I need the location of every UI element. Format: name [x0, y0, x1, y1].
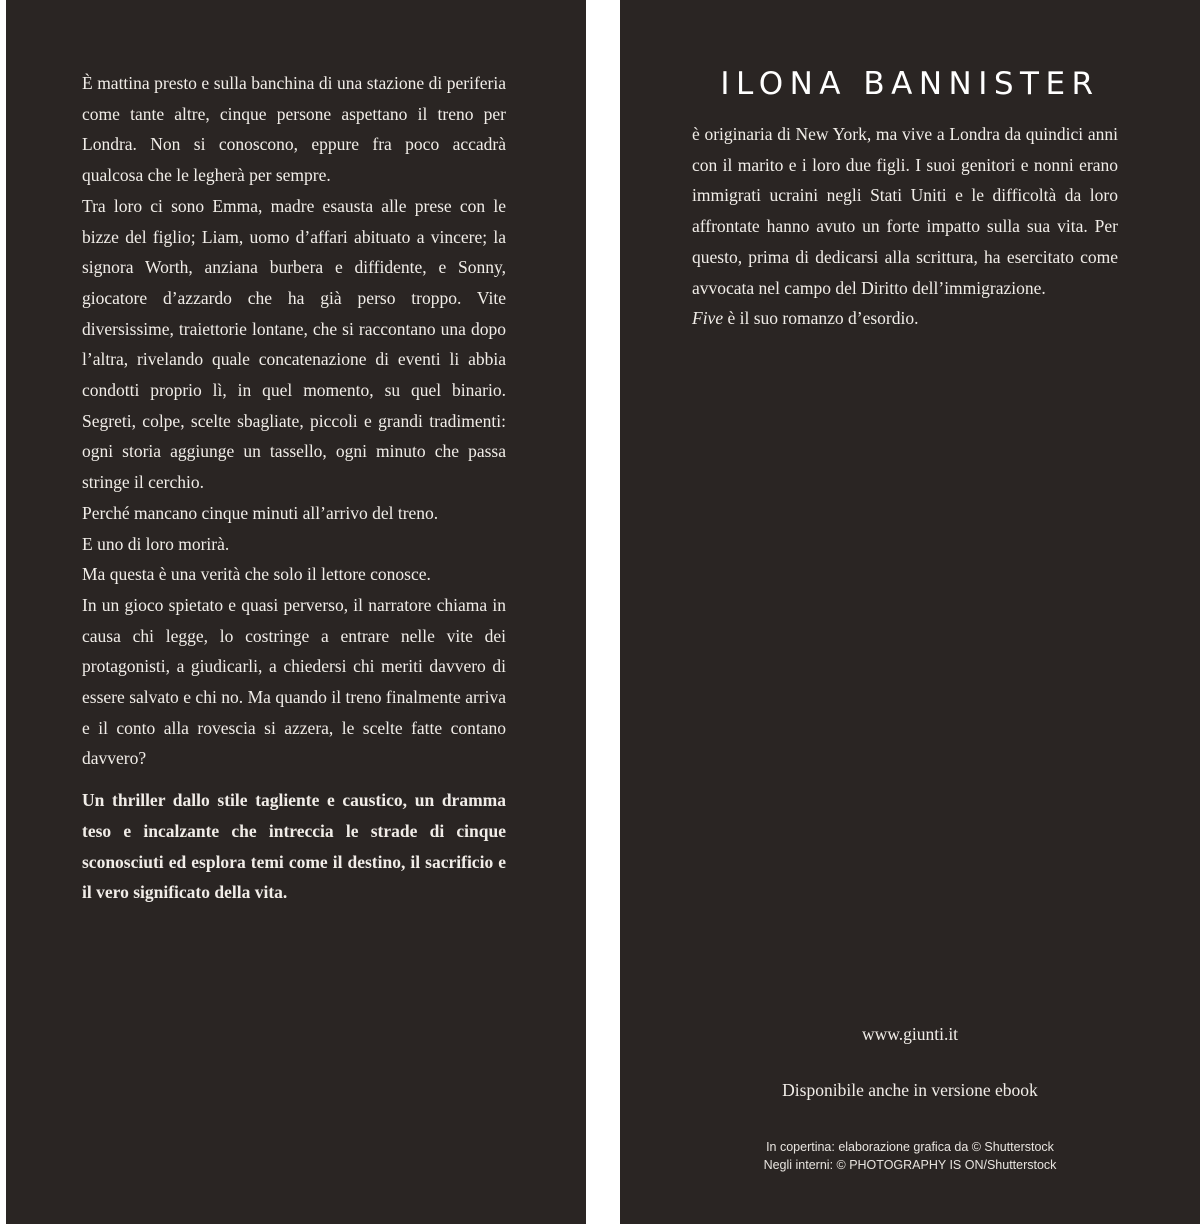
synopsis-text — [82, 68, 506, 908]
synopsis-paragraph: Tra loro ci sono Emma, madre esausta alle prese con le bizze del figlio; Liam, uomo d’affari abituato a vincere; la signora Worth, anziana burbera e diffidente, e Sonny, giocatore d’azzardo che ha già perso troppo. Vite diversissime, traiettorie lontane, che si raccontano una dopo l’altra, rivelando quale concatenazione di eventi li abbia condotti proprio lì, in quel momento, su quel binario. Segreti, colpe, scelte sbagliate, piccoli e grandi tradimenti: ogni storia aggiunge un tassello, ogni minuto che passa stringe il cerchio. — [82, 195, 506, 493]
publisher-website: www.giunti.it — [861, 1024, 959, 1044]
book-title: Five — [692, 308, 724, 329]
synopsis-paragraph: È mattina presto e sulla banchina di una stazione di periferia come tante altre, cinque persone aspettano il treno per Londra. Non si conoscono, eppure fra poco accadrà qualcosa che le legherà per sempre. — [82, 73, 506, 186]
bio-paragraph: è originaria di New York, ma vive a Londra da quindici anni con il marito e i loro due figli. I suoi genitori e nonni erano immigrati ucraini negli Stati Uniti e le difficoltà da loro affrontate hanno avuto un forte impatto sulla sua vita. Per questo, prima di dedicarsi alla scrittura, ha esercitato come avvocata nel campo del Diritto dell’immigrazione. — [692, 124, 1118, 298]
image-credits — [620, 1138, 1200, 1174]
ebook-availability-note: Disponibile anche in versione ebook — [782, 1080, 1038, 1100]
front-flap-panel — [620, 0, 1200, 1224]
tagline: Un thriller dallo stile tagliente e caustico, un dramma teso e incalzante che intreccia le strade di cinque sconosciuti ed esplora temi come il destino, il sacrificio e il vero significato della vita. — [82, 790, 506, 903]
debut-line — [692, 303, 1118, 334]
credit-line: Negli interni: © PHOTOGRAPHY IS ON/Shutterstock — [763, 1158, 1057, 1172]
back-flap-panel — [6, 0, 586, 1224]
credit-line: In copertina: elaborazione grafica da © Shutterstock — [766, 1140, 1054, 1154]
synopsis-paragraph: Perché mancano cinque minuti all’arrivo del treno. — [82, 502, 439, 523]
author-name: ILONA BANNISTER — [720, 66, 1100, 102]
synopsis-paragraph: Ma questa è una verità che solo il lettore conosce. — [82, 564, 431, 585]
author-bio — [692, 119, 1118, 334]
synopsis-paragraph: E uno di loro morirà. — [82, 533, 230, 554]
synopsis-paragraph: In un gioco spietato e quasi perverso, il narratore chiama in causa chi legge, lo costringe a entrare nelle vite dei protagonisti, a giudicarli, a chiedersi chi meriti davvero di essere salvato e chi no. Ma quando il treno finalmente arriva e il conto alla rovescia si azzera, le scelte fatte contano davvero? — [82, 594, 506, 769]
debut-line-text: è il suo romanzo d’esordio. — [723, 308, 919, 329]
